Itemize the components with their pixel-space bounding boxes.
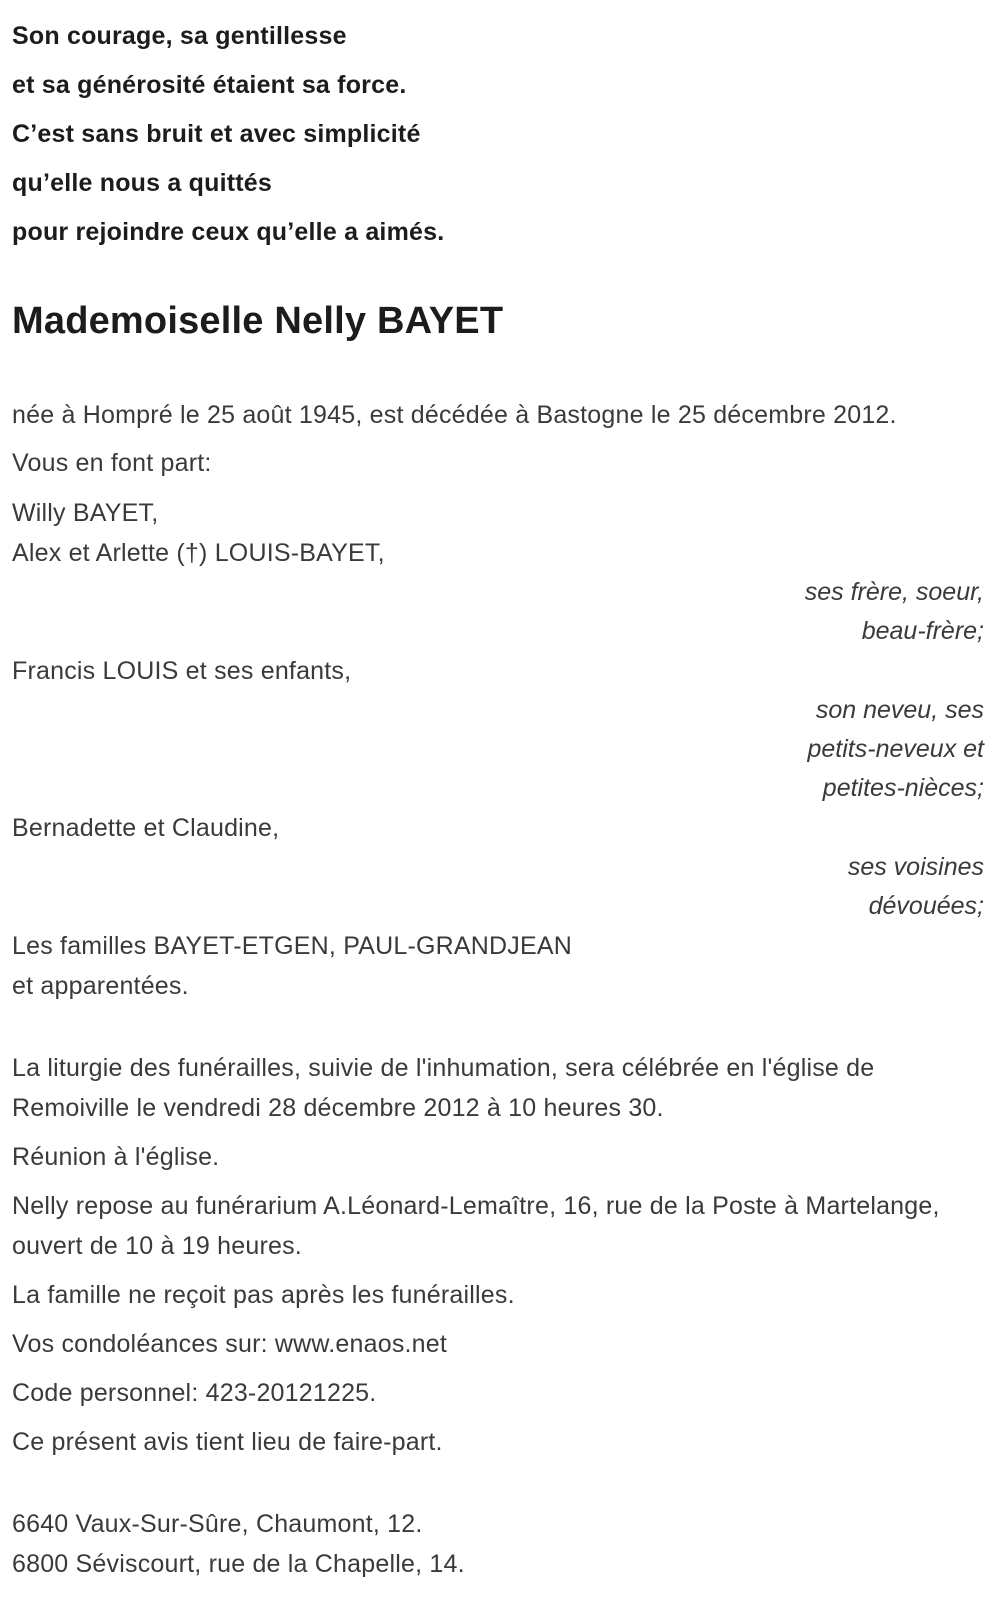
- family-group-nephew: [12, 651, 986, 808]
- relation-line: beau-frère;: [861, 617, 984, 645]
- family-name-line: et apparentées.: [12, 972, 189, 1000]
- epigraph-line: qu’elle nous a quittés: [12, 169, 272, 197]
- deceased-name-title: Mademoiselle Nelly BAYET: [12, 300, 504, 342]
- family-name-line: Francis LOUIS et ses enfants,: [12, 657, 352, 685]
- relation-line: petites-nièces;: [822, 774, 984, 802]
- relation-label: [12, 573, 986, 651]
- epigraph: [12, 12, 986, 257]
- family-group-extended: [12, 926, 986, 1006]
- birth-death-statement: née à Hompré le 25 août 1945, est décédée à Bastogne le 25 décembre 2012.: [12, 401, 897, 429]
- relation-line: son neveu, ses: [815, 696, 984, 724]
- condolences-website-line: Vos condoléances sur: www.enaos.net: [12, 1330, 448, 1358]
- epigraph-line: pour rejoindre ceux qu’elle a aimés.: [12, 218, 445, 246]
- faire-part-notice-line: Ce présent avis tient lieu de faire-part.: [12, 1428, 443, 1456]
- epigraph-line: et sa générosité étaient sa force.: [12, 71, 407, 99]
- family-group-siblings: [12, 493, 986, 651]
- epigraph-line: C’est sans bruit et avec simplicité: [12, 120, 421, 148]
- epigraph-line: Son courage, sa gentillesse: [12, 22, 347, 50]
- no-reception-line: La famille ne reçoit pas après les funérailles.: [12, 1281, 515, 1309]
- meeting-point-line: Réunion à l'église.: [12, 1143, 220, 1171]
- relation-line: ses voisines: [847, 853, 984, 881]
- announcement-line: Vous en font part:: [12, 449, 212, 477]
- family-name-line: Les familles BAYET-ETGEN, PAUL-GRANDJEAN: [12, 932, 572, 960]
- relation-label: [12, 691, 986, 808]
- family-addresses: [12, 1504, 986, 1584]
- relation-line: dévouées;: [868, 892, 984, 920]
- family-name-line: Willy BAYET,: [12, 499, 159, 527]
- personal-code-line: Code personnel: 423-20121225.: [12, 1379, 377, 1407]
- relation-line: ses frère, soeur,: [804, 578, 984, 606]
- funeral-liturgy-details: La liturgie des funérailles, suivie de l'inhumation, sera célébrée en l'église de Remoiville le vendredi 28 décembre 2012 à 10 heures 30.: [12, 1054, 875, 1122]
- relation-line: petits-neveux et: [807, 735, 984, 763]
- family-name-line: Alex et Arlette (†) LOUIS-BAYET,: [12, 539, 385, 567]
- family-name-line: Bernadette et Claudine,: [12, 814, 280, 842]
- address-line: 6800 Séviscourt, rue de la Chapelle, 14.: [12, 1550, 465, 1578]
- funeral-home-details: Nelly repose au funérarium A.Léonard-Lemaître, 16, rue de la Poste à Martelange, ouvert de 10 à 19 heures.: [12, 1192, 940, 1260]
- relation-label: [12, 848, 986, 926]
- family-group-neighbours: [12, 808, 986, 926]
- address-line: 6640 Vaux-Sur-Sûre, Chaumont, 12.: [12, 1510, 423, 1538]
